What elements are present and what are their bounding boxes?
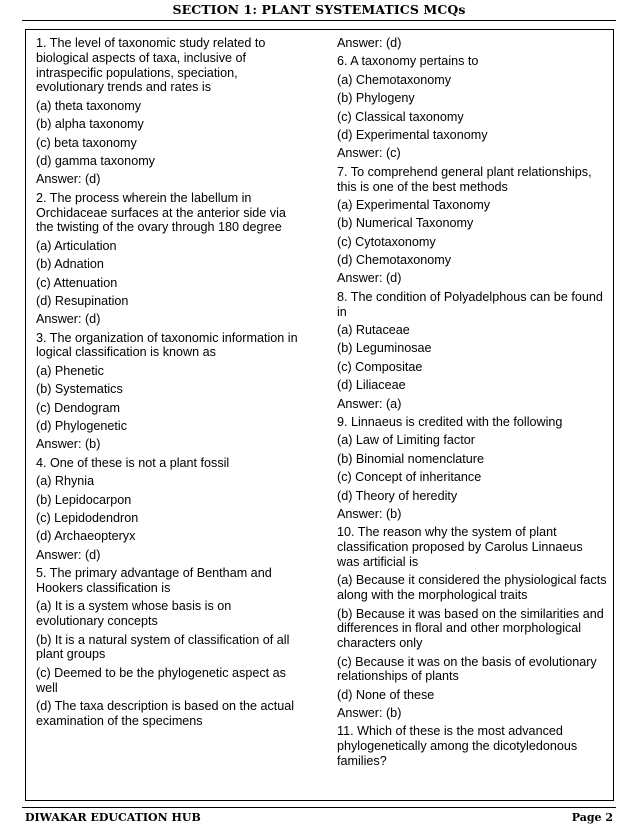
option-line: (a) Articulation: [36, 238, 117, 253]
right-column: [337, 36, 607, 772]
question-line: 11. Which of these is the most advanced phylogenetically among the dicotyledonous families?: [337, 724, 578, 769]
option-line: (b) Systematics: [36, 382, 123, 397]
question-line: 9. Linnaeus is credited with the following: [337, 415, 563, 430]
option-line: (d) Archaeopteryx: [36, 529, 136, 544]
question-line: 8. The condition of Polyadelphous can be found in: [337, 289, 603, 319]
left-column: [36, 36, 301, 732]
option-line: (d) None of these: [337, 687, 435, 702]
option-line: (a) Law of Limiting factor: [337, 433, 475, 448]
option-line: (c) Deemed to be the phylogenetic aspect as well: [36, 665, 286, 695]
footer-publisher: DIWAKAR EDUCATION HUB: [25, 811, 201, 824]
option-line: (c) Classical taxonomy: [337, 109, 464, 124]
option-line: (c) Lepidodendron: [36, 510, 139, 525]
question-line: 4. One of these is not a plant fossil: [36, 455, 230, 470]
option-line: (b) Phylogeny: [337, 91, 415, 106]
option-line: (d) Phylogenetic: [36, 419, 128, 434]
option-line: (a) Experimental Taxonomy: [337, 197, 491, 212]
option-line: (c) Attenuation: [36, 275, 118, 290]
footer-divider: [22, 807, 616, 808]
option-line: (c) beta taxonomy: [36, 135, 137, 150]
footer-page-number: Page 2: [571, 811, 613, 824]
option-line: (b) alpha taxonomy: [36, 117, 144, 132]
option-line: (a) theta taxonomy: [36, 98, 141, 113]
option-line: (c) Because it was on the basis of evolutionary relationships of plants: [337, 654, 597, 684]
option-line: (b) Because it was based on the similarities and differences in floral and other morphological characters only: [337, 606, 604, 651]
answer-line: Answer: (b): [337, 706, 402, 721]
option-line: (a) It is a system whose basis is on evolutionary concepts: [36, 599, 232, 629]
option-line: (b) It is a natural system of classification of all plant groups: [36, 632, 290, 662]
option-line: (a) Because it considered the physiological facts along with the morphological traits: [337, 573, 607, 603]
answer-line: Answer: (d): [337, 271, 402, 286]
option-line: (d) The taxa description is based on the actual examination of the specimens: [36, 698, 295, 728]
option-line: (d) Chemotaxonomy: [337, 253, 452, 268]
option-line: (b) Leguminosae: [337, 341, 432, 356]
question-line: 5. The primary advantage of Bentham and Hookers classification is: [36, 566, 272, 595]
question-line: 3. The organization of taxonomic information in logical classification is known as: [36, 330, 298, 360]
option-line: (d) Theory of heredity: [337, 488, 458, 503]
question-line: 7. To comprehend general plant relationships, this is one of the best methods: [337, 164, 592, 194]
answer-line: Answer: (d): [36, 312, 101, 327]
option-line: (c) Dendogram: [36, 400, 120, 415]
option-line: (b) Adnation: [36, 257, 104, 272]
answer-line: Answer: (a): [337, 396, 402, 411]
option-line: (d) Experimental taxonomy: [337, 127, 488, 142]
page-header-title: SECTION 1: PLANT SYSTEMATICS MCQs: [172, 2, 466, 17]
option-line: (a) Rhynia: [36, 474, 95, 489]
answer-line: Answer: (c): [337, 146, 401, 161]
content-frame: [25, 29, 614, 801]
option-line: (b) Lepidocarpon: [36, 492, 132, 507]
answer-line: Answer: (b): [36, 437, 101, 452]
option-line: (c) Cytotaxonomy: [337, 234, 436, 249]
option-line: (c) Compositae: [337, 359, 423, 374]
answer-line: Answer: (d): [36, 172, 101, 187]
option-line: (d) Resupination: [36, 293, 129, 308]
question-line: 1. The level of taxonomic study related to biological aspects of taxa, inclusive of intraspecific populations, speciation, evolutionary trends and rates is: [36, 36, 266, 95]
option-line: (b) Binomial nomenclature: [337, 451, 484, 466]
question-line: 10. The reason why the system of plant classification proposed by Carolus Linnaeus was artificial is: [337, 525, 583, 569]
option-line: (d) gamma taxonomy: [36, 153, 155, 168]
option-line: (c) Concept of inheritance: [337, 470, 482, 485]
answer-line: Answer: (d): [337, 36, 402, 50]
option-line: (d) Liliaceae: [337, 378, 406, 393]
header-divider: [22, 20, 616, 21]
option-line: (a) Phenetic: [36, 363, 104, 378]
question-line: 2. The process wherein the labellum in Orchidaceae surfaces at the anterior side via the twisting of the ovary through 180 degree: [36, 190, 286, 235]
option-line: (b) Numerical Taxonomy: [337, 216, 474, 231]
answer-line: Answer: (b): [337, 506, 402, 521]
answer-line: Answer: (d): [36, 547, 101, 562]
option-line: (a) Chemotaxonomy: [337, 72, 452, 87]
option-line: (a) Rutaceae: [337, 323, 410, 338]
question-line: 6. A taxonomy pertains to: [337, 54, 479, 69]
